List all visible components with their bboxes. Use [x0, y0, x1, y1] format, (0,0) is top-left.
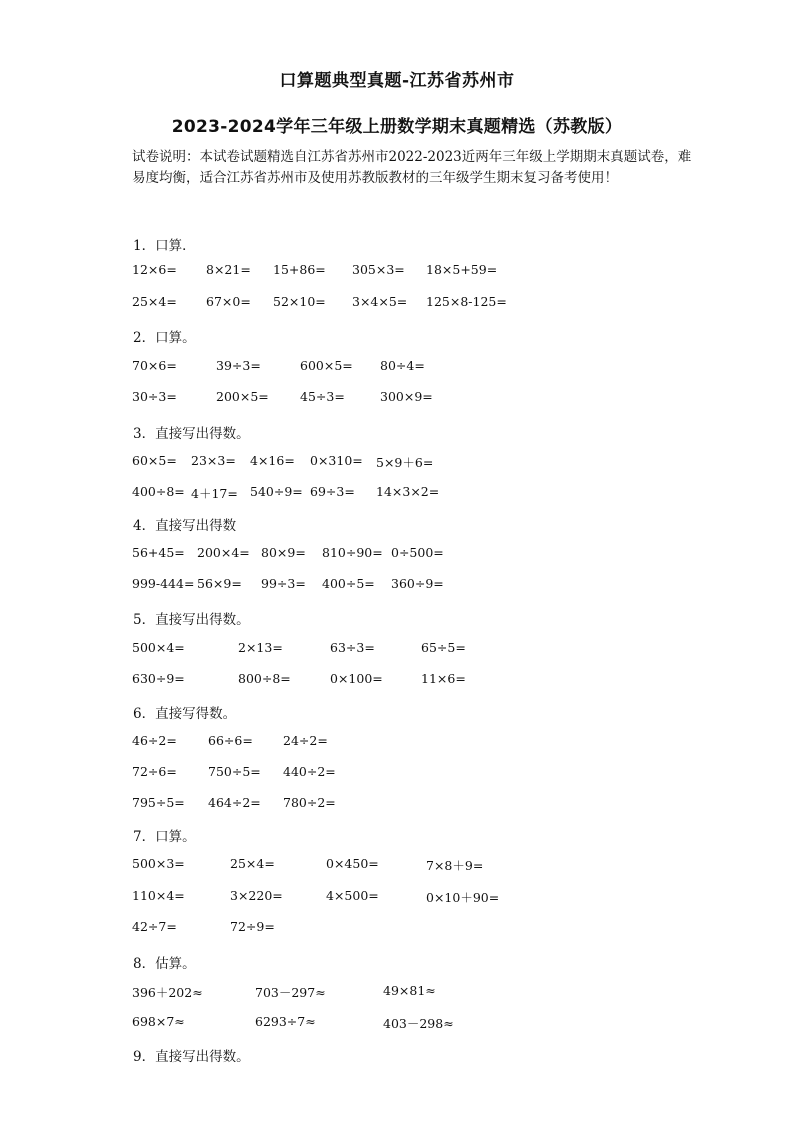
math-problem: 56+45=: [132, 545, 185, 560]
math-problem: 403－298≈: [383, 1016, 454, 1031]
math-problem: 0×310=: [310, 453, 363, 468]
math-problem: 63÷3=: [330, 640, 375, 655]
math-problem: 3×4×5=: [352, 294, 408, 309]
math-problem: 703－297≈: [255, 985, 326, 1000]
math-problem: 15+86=: [273, 262, 326, 277]
page-title: 口算题典型真题-江苏省苏州市: [279, 71, 515, 91]
math-problem: 110×4=: [132, 888, 185, 903]
question-title: 7．口算。: [133, 829, 196, 845]
question-title: 6．直接写得数。: [133, 706, 237, 722]
problem-row: [0, 358, 794, 378]
math-problem: 12×6=: [132, 262, 177, 277]
math-problem: 46÷2=: [132, 733, 177, 748]
math-problem: 400÷5=: [322, 576, 375, 591]
math-problem: 0×450=: [326, 856, 379, 871]
math-problem: 70×6=: [132, 358, 177, 373]
math-problem: 99÷3=: [261, 576, 306, 591]
question-title: 9．直接写出得数。: [133, 1049, 250, 1065]
problem-row: [0, 294, 794, 314]
math-problem: 0÷500=: [391, 545, 444, 560]
exam-description: 试卷说明：本试卷试题精选自江苏省苏州市2022-2023近两年三年级上学期期末真题试卷，难易度均衡，适合江苏省苏州市及使用苏教版教材的三年级学生期末复习备考使用！: [132, 149, 692, 186]
math-problem: 52×10=: [273, 294, 326, 309]
problem-row: [0, 262, 794, 282]
math-problem: 795÷5=: [132, 795, 185, 810]
math-problem: 360÷9=: [391, 576, 444, 591]
math-problem: 305×3=: [352, 262, 405, 277]
math-problem: 5×9＋6=: [376, 455, 434, 470]
math-problem: 200×5=: [216, 389, 269, 404]
problem-row: [0, 919, 794, 939]
question-title: 3．直接写出得数。: [133, 426, 250, 442]
math-problem: 18×5+59=: [426, 262, 498, 277]
math-problem: 698×7≈: [132, 1014, 185, 1029]
problem-row: [0, 576, 794, 596]
math-problem: 810÷90=: [322, 545, 383, 560]
math-problem: 200×4=: [197, 545, 250, 560]
math-problem: 23×3=: [191, 453, 236, 468]
math-problem: 3×220=: [230, 888, 283, 903]
math-problem: 7×8＋9=: [426, 858, 484, 873]
math-problem: 500×3=: [132, 856, 185, 871]
question-title: 8．估算。: [133, 956, 196, 972]
math-problem: 30÷3=: [132, 389, 177, 404]
problem-row: [0, 795, 794, 815]
problem-row: [0, 640, 794, 660]
problem-row: [0, 764, 794, 784]
math-problem: 999-444=: [132, 576, 195, 591]
math-problem: 60×5=: [132, 453, 177, 468]
math-problem: 440÷2=: [283, 764, 336, 779]
math-problem: 4×500=: [326, 888, 379, 903]
problem-row: [0, 983, 794, 1003]
math-problem: 65÷5=: [421, 640, 466, 655]
math-problem: 600×5=: [300, 358, 353, 373]
page-subtitle: 2023-2024学年三年级上册数学期末真题精选（苏教版）: [171, 117, 623, 137]
problem-row: [0, 545, 794, 565]
math-problem: 750÷5=: [208, 764, 261, 779]
math-problem: 780÷2=: [283, 795, 336, 810]
math-problem: 66÷6=: [208, 733, 253, 748]
problem-row: [0, 453, 794, 473]
math-problem: 4×16=: [250, 453, 295, 468]
math-problem: 8×21=: [206, 262, 251, 277]
math-problem: 24÷2=: [283, 733, 328, 748]
math-problem: 80÷4=: [380, 358, 425, 373]
math-problem: 6293÷7≈: [255, 1014, 316, 1029]
problem-row: [0, 671, 794, 691]
math-problem: 11×6=: [421, 671, 466, 686]
question-title: 2．口算。: [133, 330, 196, 346]
math-problem: 2×13=: [238, 640, 283, 655]
math-problem: 800÷8=: [238, 671, 291, 686]
math-problem: 464÷2=: [208, 795, 261, 810]
math-problem: 67×0=: [206, 294, 251, 309]
math-problem: 500×4=: [132, 640, 185, 655]
math-problem: 72÷6=: [132, 764, 177, 779]
math-problem: 25×4=: [230, 856, 275, 871]
math-problem: 540÷9=: [250, 484, 303, 499]
math-problem: 49×81≈: [383, 983, 436, 998]
problem-row: [0, 1014, 794, 1034]
math-problem: 56×9=: [197, 576, 242, 591]
math-problem: 25×4=: [132, 294, 177, 309]
math-problem: 14×3×2=: [376, 484, 440, 499]
math-problem: 45÷3=: [300, 389, 345, 404]
question-title: 4．直接写出得数: [133, 518, 237, 534]
problem-row: [0, 484, 794, 504]
math-problem: 42÷7=: [132, 919, 177, 934]
math-problem: 400÷8=: [132, 484, 185, 499]
math-problem: 630÷9=: [132, 671, 185, 686]
question-title: 1．口算．: [133, 238, 196, 254]
math-problem: 4＋17=: [191, 486, 238, 501]
math-problem: 80×9=: [261, 545, 306, 560]
problem-row: [0, 856, 794, 876]
question-title: 5．直接写出得数。: [133, 612, 250, 628]
math-problem: 72÷9=: [230, 919, 275, 934]
math-problem: 396＋202≈: [132, 985, 203, 1000]
math-problem: 125×8-125=: [426, 294, 507, 309]
math-problem: 0×10＋90=: [426, 890, 500, 905]
problem-row: [0, 389, 794, 409]
math-problem: 0×100=: [330, 671, 383, 686]
problem-row: [0, 888, 794, 908]
math-problem: 69÷3=: [310, 484, 355, 499]
math-problem: 300×9=: [380, 389, 433, 404]
problem-row: [0, 733, 794, 753]
math-problem: 39÷3=: [216, 358, 261, 373]
